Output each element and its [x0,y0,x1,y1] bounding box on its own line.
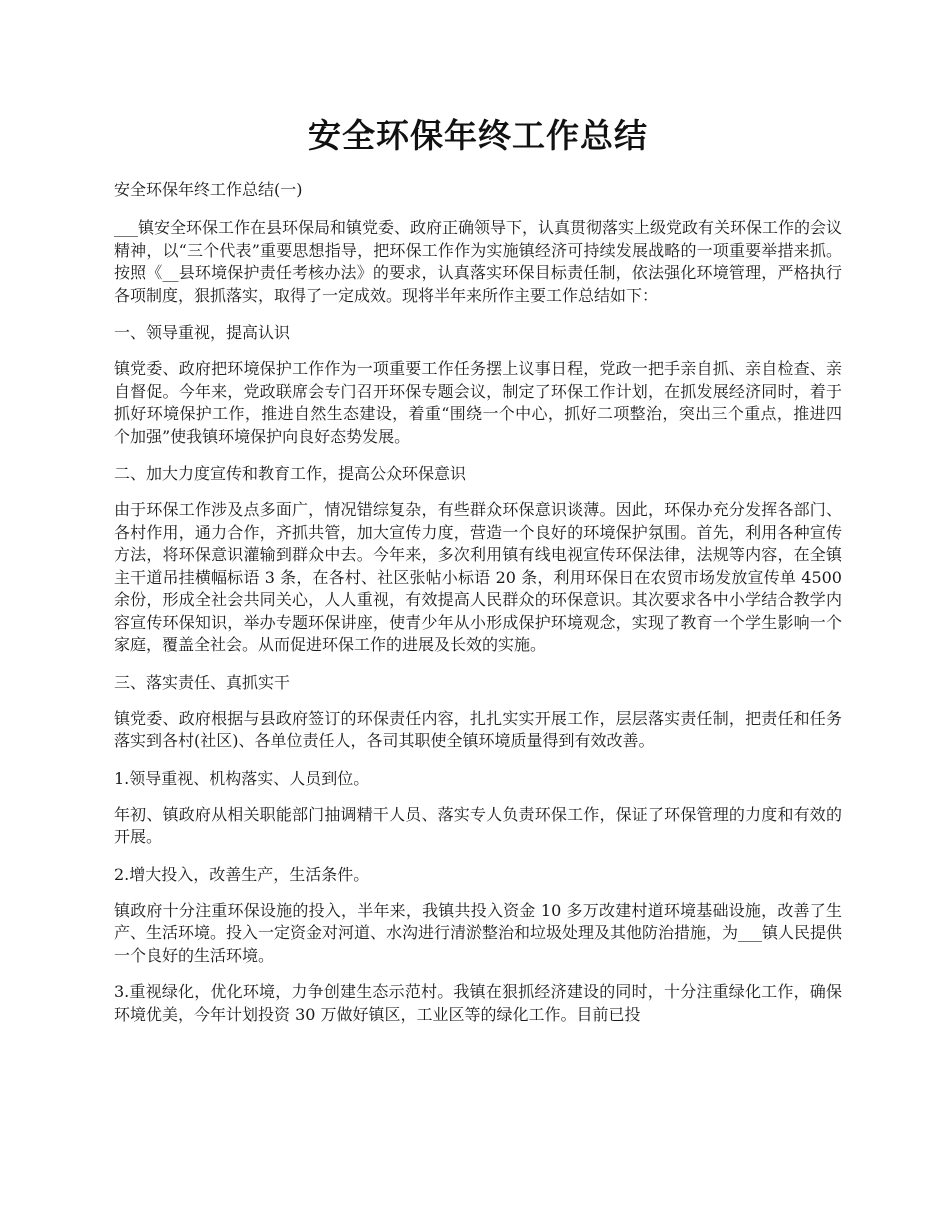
section-2-paragraph: 由于环保工作涉及点多面广，情况错综复杂，有些群众环保意识谈薄。因此，环保办充分发挥各部门、各村作用，通力合作，齐抓共管，加大宣传力度，营造一个良好的环境保护氛围。首先，利用各种宣传方法，将环保意识灌输到群众中去。今年来，多次利用镇有线电视宣传环保法律，法规等内容，在全镇主干道吊挂横幅标语 3 条，在各村、社区张帖小标语 20 条，利用环保日在农贸市场发放宣传单 4500 余份，形成全社会共同关心，人人重视，有效提高人民群众的环保意识。其次要求各中小学结合教学内容宣传环保知识，举办专题环保讲座，使青少年从小形成保护环境观念，实现了教育一个学生影响一个家庭，覆盖全社会。从而促进环保工作的进展及长效的实施。 [114,500,842,654]
intro-paragraph: ___镇安全环保工作在县环保局和镇党委、政府正确领导下，认真贯彻落实上级党政有关环保工作的会议精神，以“三个代表”重要思想指导，把环保工作作为实施镇经济可持续发展战略的一项重要举措来抓。按照《__县环境保护责任考核办法》的要求，认真落实环保目标责任制，依法强化环境管理，严格执行各项制度，狠抓落实，取得了一定成效。现将半年来所作主要工作总结如下： [114,218,843,305]
subsection-heading-1: 1.领导重视、机构落实、人员到位。 [114,768,370,788]
subsection-1-paragraph: 年初、镇政府从相关职能部门抽调精干人员、落实专人负责环保工作，保证了环保管理的力度和有效的开展。 [114,804,842,846]
subsection-heading-2: 2.增大投入，改善生产，生活条件。 [114,864,370,884]
section-1-paragraph: 镇党委、政府把环境保护工作作为一项重要工作任务摆上议事日程，党政一把手亲自抓、亲自检查、亲自督促。今年来，党政联席会专门召开环保专题会议，制定了环保工作计划，在抓发展经济同时，着于抓好环境保护工作，推进自然生态建设，着重“围绕一个中心，抓好二项整治，突出三个重点，推进四个加强”使我镇环境保护向良好态势发展。 [114,359,842,446]
section-heading-1: 一、领导重视，提高认识 [114,323,291,342]
section-heading-2: 二、加大力度宣传和教育工作，提高公众环保意识 [114,464,467,483]
section-3-paragraph: 镇党委、政府根据与县政府签订的环保责任内容，扎扎实实开展工作，层层落实责任制，把责任和任务落实到各村(社区)、各单位责任人，各司其职使全镇环境质量得到有效改善。 [114,708,842,750]
subsection-3-paragraph: 3.重视绿化，优化环境，力争创建生态示范村。我镇在狠抓经济建设的同时，十分注重绿化工作，确保环境优美，今年计划投资 30 万做好镇区，工业区等的绿化工作。目前已投 [114,982,842,1024]
document-subtitle: 安全环保年终工作总结(一) [114,180,303,199]
section-heading-3: 三、落实责任、真抓实干 [114,672,291,692]
subsection-2-paragraph: 镇政府十分注重环保设施的投入，半年来，我镇共投入资金 10 多万改建村道环境基础设施，改善了生产、生活环境。投入一定资金对河道、水沟进行清淤整治和垃圾处理及其他防治措施，为___镇人民提供一个良好的生活环境。 [114,900,843,965]
document-title: 安全环保年终工作总结 [308,116,648,155]
document-page [114,112,842,1026]
